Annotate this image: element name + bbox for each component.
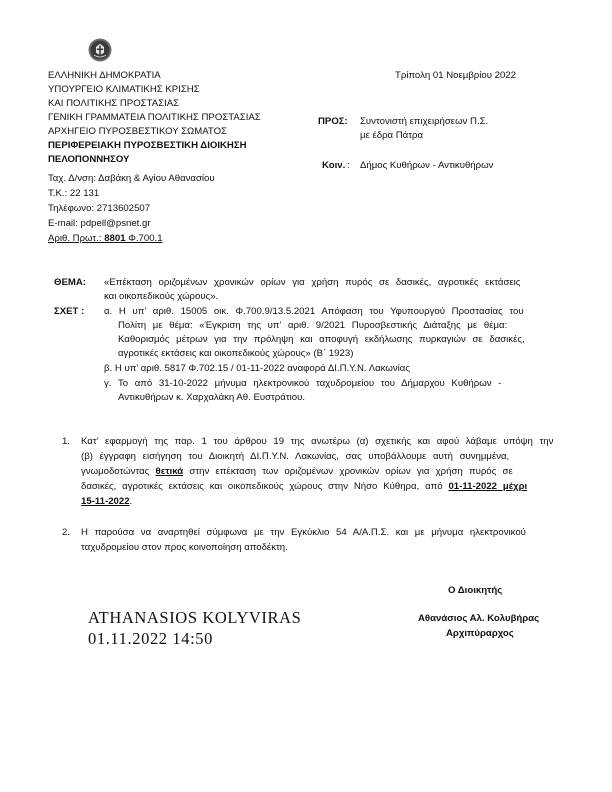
reference-a-line-2: Πολίτη με θέμα: «Έγκριση της υπ’ αριθ. 9/2021 Πυροσβεστικής Διάταξης με θέμα: — [118, 320, 508, 331]
protocol-label: Αριθ. Πρωτ.: — [48, 233, 102, 244]
paragraph-1-line-4 — [81, 481, 527, 493]
reference-a-line-3: Καθορισμός μέτρων για την πρόληψη και αποφυγή εκδήλωσης πυρκαγιών σε δασικές, — [118, 334, 525, 345]
email-address: E-mail: pdpell@psnet.gr — [48, 218, 151, 229]
reference-c-line-1: γ. Το από 31-10-2022 μήνυμα ηλεκτρονικού ταχυδρομείου του Δήμαρχου Κυθήρων - — [104, 378, 502, 389]
subject-line-2: και οικοπεδικούς χώρους». — [104, 291, 219, 302]
to-label: ΠΡΟΣ: — [318, 116, 348, 127]
paragraph-1-line-5 — [81, 496, 132, 508]
cc-label: Κοιν. — [322, 160, 346, 171]
phone-number: Τηλέφωνο: 2713602507 — [48, 203, 151, 214]
paragraph-1-line-1: Κατ’ εφαρμογή της παρ. 1 του άρθρου 19 της ανωτέρω (α) σχετικής και αφού λάβαμε υπόψη την — [81, 436, 554, 447]
reference-b-line-1: β. Η υπ’ αριθ. 5817 Φ.702.15 / 01-11-2022 αναφορά ΔΙ.Π.Υ.Ν. Λακωνίας — [104, 363, 410, 374]
to-recipient-line-1: Συντονιστή επιχειρήσεων Π.Σ. — [360, 116, 489, 127]
date-range-start: 01-11-2022 μέχρι — [448, 481, 528, 492]
protocol-number: 8801 — [104, 233, 126, 244]
paragraph-1-line-3-post: στην επέκταση των οριζομένων χρονικών ορίων για χρήση πυρός σε — [189, 466, 513, 477]
paragraph-1-line-5-post: . — [129, 496, 133, 507]
postal-code: Τ.Κ.: 22 131 — [48, 188, 100, 199]
regional-command-line-1: ΠΕΡΙΦΕΡΕΙΑΚΗ ΠΥΡΟΣΒΕΣΤΙΚΗ ΔΙΟΙΚΗΣΗ — [48, 140, 247, 151]
paragraph-2-number: 2. — [62, 527, 71, 538]
reference-a-line-4: αγροτικές εκτάσεις και οικοπεδικούς χώρους» (Β΄ 1923) — [118, 348, 354, 359]
signatory-title: Ο Διοικητής — [448, 585, 503, 596]
republic-name: ΕΛΛΗΝΙΚΗ ΔΗΜΟΚΡΑΤΙΑ — [48, 70, 161, 81]
reference-a-line-1: α. Η υπ’ αριθ. 15005 οικ. Φ.700.9/13.5.2021 Απόφαση του Υφυπουργού Προστασίας του — [104, 306, 524, 317]
paragraph-1-number: 1. — [62, 436, 71, 447]
secretariat-name: ΓΕΝΙΚΗ ΓΡΑΜΜΑΤΕΙΑ ΠΟΛΙΤΙΚΗΣ ΠΡΟΣΤΑΣΙΑΣ — [48, 112, 261, 123]
subject-line-1: «Επέκταση οριζομένων χρονικών ορίων για χρήση πυρός σε δασικές, αγροτικές εκτάσεις — [104, 277, 521, 288]
paragraph-2-line-2: ταχυδρομείου στον προς κοινοποίηση αποδέκτη. — [81, 542, 288, 553]
signatory-name: Αθανάσιος Αλ. Κολυβήρας — [418, 613, 540, 624]
postal-address: Ταχ. Δ/νση: Δαβάκη & Αγίου Αθανασίου — [48, 173, 215, 184]
cc-recipient: Δήμος Κυθήρων - Αντικυθήρων — [360, 160, 494, 171]
paragraph-1-line-3 — [81, 466, 513, 478]
place-date: Τρίπολη 01 Νοεμβρίου 2022 — [395, 70, 516, 81]
to-recipient-line-2: με έδρα Πάτρα — [360, 130, 424, 141]
reference-c-line-2: Αντικυθήρων κ. Χαρχαλάκη Αθ. Ευστράτιου. — [118, 392, 305, 403]
paragraph-2-line-1: Η παρούσα να αναρτηθεί σύμφωνα με την Εγκύκλιο 54 Α/Α.Π.Σ. και με μήνυμα ηλεκτρονικού — [81, 527, 526, 538]
fire-hq-name: ΑΡΧΗΓΕΙΟ ΠΥΡΟΣΒΕΣΤΙΚΟΥ ΣΩΜΑΤΟΣ — [48, 126, 227, 137]
digital-signature-name: ATHANASIOS KOLYVIRAS — [88, 608, 302, 627]
references-label: ΣΧΕΤ : — [54, 306, 85, 317]
paragraph-1-line-2: (β) έγγραφη εισήγηση του Διοικητή ΔΙ.Π.Υ.Ν. Λακωνίας, σας υποβάλλουμε αυτή συνημμένα, — [81, 451, 510, 462]
cc-colon: : — [347, 160, 350, 171]
paragraph-1-line-4-pre: δασικές, αγροτικές εκτάσεις και οικοπεδικούς χώρους στην Νήσο Κύθηρα, από — [81, 481, 443, 492]
protocol-number-line — [48, 233, 163, 245]
regional-command-line-2: ΠΕΛΟΠΟΝΝΗΣΟΥ — [48, 154, 130, 165]
ministry-line-2: ΚΑΙ ΠΟΛΙΤΙΚΗΣ ΠΡΟΣΤΑΣΙΑΣ — [48, 98, 180, 109]
date-range-end: 15-11-2022 — [81, 496, 130, 507]
protocol-code: Φ.700.1 — [128, 233, 163, 244]
subject-label: ΘΕΜΑ: — [54, 277, 86, 288]
greek-coat-of-arms-emblem — [88, 38, 112, 62]
positive-opinion-emphasis: θετικά — [155, 466, 184, 477]
ministry-line-1: ΥΠΟΥΡΓΕΙΟ ΚΛΙΜΑΤΙΚΗΣ ΚΡΙΣΗΣ — [48, 84, 200, 95]
signatory-rank: Αρχιπύραρχος — [446, 628, 514, 639]
digital-signature-datetime: 01.11.2022 14:50 — [88, 629, 213, 648]
paragraph-1-line-3-pre: γνωμοδοτώντας — [81, 466, 150, 477]
